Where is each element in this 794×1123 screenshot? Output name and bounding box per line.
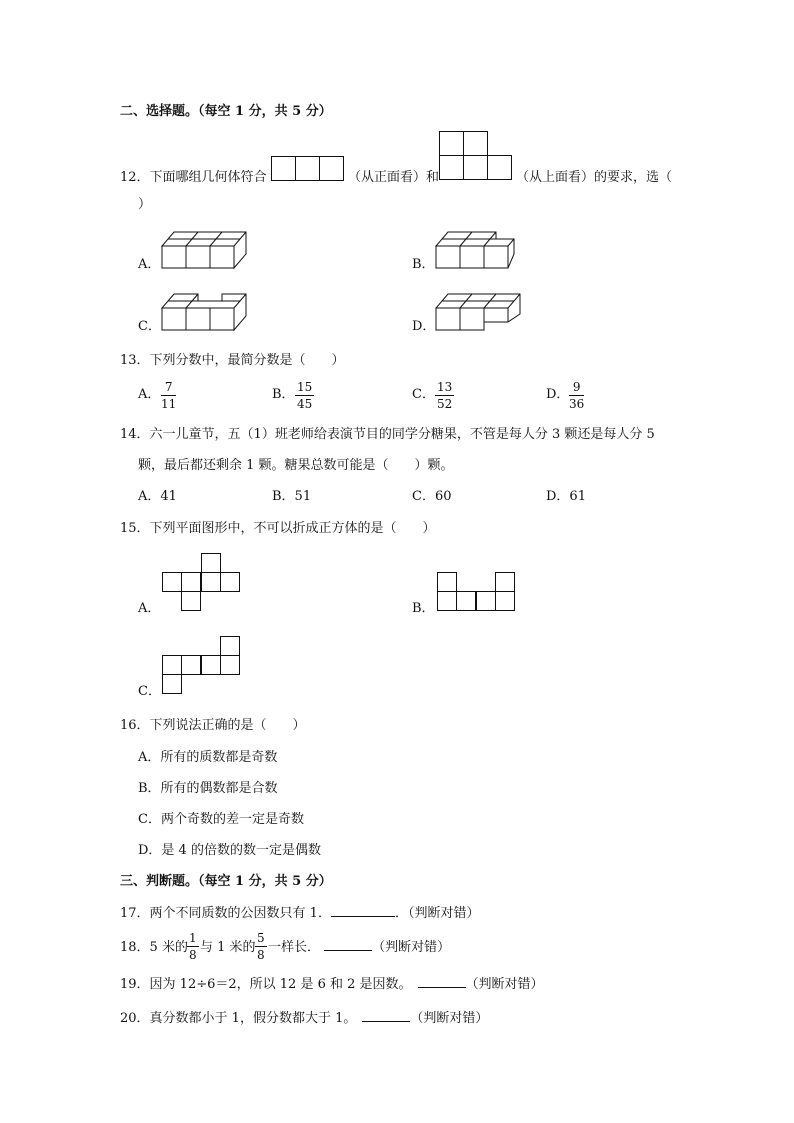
front-view-figure [271, 156, 344, 181]
q13-option-d-fraction [569, 381, 584, 410]
q15-option-b-label: B． [412, 601, 435, 616]
q15-option-c-net [162, 636, 240, 694]
q12-prefix: 12．下面哪组几何体符合 [120, 170, 267, 185]
q16-text: 16．下列说法正确的是（ ） [120, 718, 306, 733]
q17-text: 17．两个不同质数的公因数只有 1． [120, 906, 331, 921]
q13-c-denominator: 52 [437, 397, 453, 411]
q17-tail: （判断对错） [407, 906, 480, 921]
q18-answer-blank[interactable] [324, 949, 372, 951]
q13-a-numerator: 7 [161, 381, 176, 396]
q20-answer-blank[interactable] [362, 1020, 410, 1022]
q13-text: 13．下列分数中，最简分数是（ ） [120, 353, 345, 368]
q13-a-denominator: 11 [161, 397, 177, 411]
q18-part-c: 一样长． [268, 940, 321, 955]
section-title-judge: 三、判断题。（每空 1 分，共 5 分） [120, 874, 332, 889]
q13-option-b-label: B． [272, 387, 295, 402]
q15-text: 15．下列平面图形中，不可以折成正方体的是（ ） [120, 521, 436, 536]
q13-b-denominator: 45 [297, 397, 313, 411]
q15-option-a-net [162, 553, 240, 611]
q18-f1-denominator: 8 [189, 948, 197, 962]
q20-question [120, 1012, 488, 1025]
q12-option-a-figure [161, 230, 246, 270]
q16-option-b: B．所有的偶数都是合数 [138, 781, 278, 796]
q16-option-d: D．是 4 的倍数的数一定是偶数 [138, 843, 321, 858]
top-view-figure [439, 131, 512, 180]
q13-d-numerator: 9 [569, 381, 584, 396]
q17-dot: ． [394, 906, 408, 921]
q12-option-b-label: B． [412, 257, 435, 272]
section-title-choice: 二、选择题。（每空 1 分，共 5 分） [120, 104, 332, 119]
q17-question [120, 907, 479, 920]
q16-option-c: C．两个奇数的差一定是奇数 [138, 812, 304, 827]
q15-option-c-label: C． [138, 684, 161, 699]
q13-option-c-fraction [435, 381, 454, 410]
q20-text: 20．真分数都小于 1，假分数都大于 1。 [120, 1011, 357, 1026]
q19-text: 19．因为 12÷6＝2，所以 12 是 6 和 2 是因数。 [120, 977, 412, 992]
q18-tail: （判断对错） [372, 940, 451, 955]
q18-part-a: 18．5 米的 [120, 940, 188, 955]
q12-front-note: （从正面看）和 [348, 170, 440, 185]
q15-option-a-label: A． [138, 601, 161, 616]
q13-option-c-label: C． [412, 387, 435, 402]
q18-fraction-1 [187, 932, 199, 961]
q13-option-b-fraction [295, 381, 314, 410]
q19-question [120, 978, 544, 991]
q12-option-a-label: A． [138, 257, 161, 272]
q12-option-c-label: C． [138, 319, 161, 334]
q15-option-b-net [437, 572, 515, 612]
q12-option-d-label: D． [412, 319, 436, 334]
q17-answer-blank[interactable] [331, 915, 395, 917]
q13-c-numerator: 13 [437, 380, 453, 394]
q12-option-d-figure [435, 292, 520, 332]
q12-top-note: （从上面看）的要求，选（ [516, 170, 673, 185]
q18-f2-numerator: 5 [257, 931, 265, 945]
q16-option-a: A．所有的质数都是奇数 [138, 750, 278, 765]
q12-option-b-figure [435, 230, 515, 270]
q13-d-denominator: 36 [569, 397, 585, 411]
q19-tail: （判断对错） [465, 977, 544, 992]
q14-option-c: C．60 [412, 489, 452, 504]
q14-line2: 颗，最后都还剩余 1 颗。糖果总数可能是（ ）颗。 [138, 458, 454, 473]
q13-option-d-label: D． [546, 387, 570, 402]
q13-option-a-label: A． [138, 387, 161, 402]
q12-option-c-figure [161, 292, 246, 332]
q18-f2-denominator: 8 [257, 948, 265, 962]
q19-answer-blank[interactable] [418, 986, 466, 988]
q14-option-b: B．51 [272, 489, 312, 504]
q18-rest [268, 941, 450, 954]
q13-b-numerator: 15 [297, 380, 313, 394]
q20-tail: （判断对错） [410, 1011, 489, 1026]
q13-option-a-fraction [161, 381, 176, 410]
q12-close-paren: ） [138, 197, 152, 212]
q14-option-d: D．61 [546, 489, 586, 504]
q14-option-a: A．41 [138, 489, 177, 504]
q18-fraction-2 [255, 932, 267, 961]
q14-line1: 14．六一儿童节，五（1）班老师给表演节目的同学分糖果，不管是每人分 3 颗还是每人分 5 [120, 427, 655, 442]
q18-f1-numerator: 1 [189, 931, 197, 945]
q18-part-b: 与 1 米的 [200, 940, 256, 955]
